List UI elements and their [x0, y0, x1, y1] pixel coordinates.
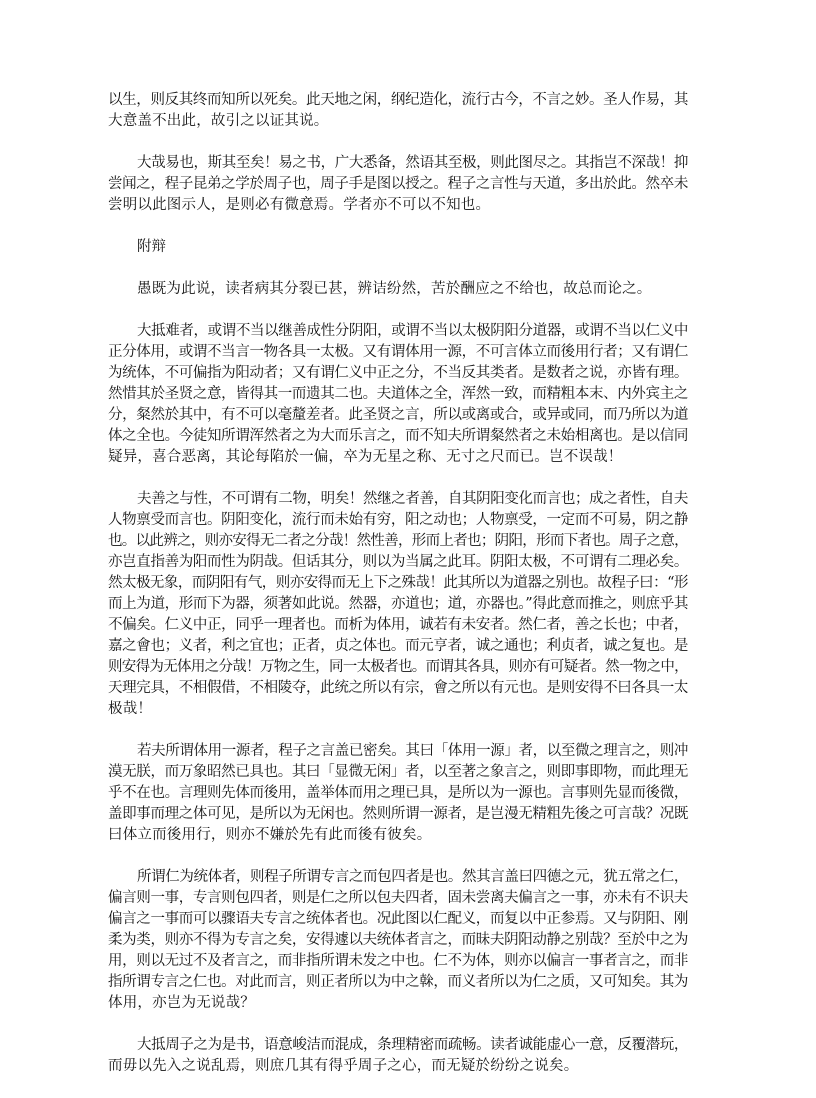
text-line: 分，粲然於其中，有不可以毫釐差者。此圣贤之言，所以或离或合，或异或同，而乃所以为道	[108, 407, 688, 423]
paragraph-p2	[108, 153, 708, 216]
text-line: 然太极无象，而阴阳有气，则亦安得而无上下之殊哉！此其所以为道器之别也。故程子曰：“形	[108, 575, 688, 591]
text-line: 人物禀受而言也。阴阳变化，流行而未始有穷，阳之动也；人物禀受，一定而不可易，阴之静	[108, 512, 688, 528]
text-line: 大意盖不出此，故引之以证其说。	[108, 113, 329, 129]
text-line: 天理完具，不相假借，不相陵夺，此统之所以有宗，會之所以有元也。是则安得不曰各具一太	[108, 680, 688, 696]
text-line: 极哉！	[108, 701, 153, 717]
paragraph-p7	[108, 867, 708, 1014]
paragraph-p5	[108, 489, 708, 720]
text-line: 不偏矣。仁义中正，同乎一理者也。而析为体用，诚若有未安者。然仁者，善之长也；中者，	[108, 617, 688, 633]
text-line: 也。以此辨之，则亦安得无二者之分哉！然性善，形而上者也；阴阳，形而下者也。周子之意，	[108, 533, 688, 549]
text-line: 漠无朕，而万象昭然已具也。其曰「显微无闲」者，以至著之象言之，则即事即物，而此理无	[108, 764, 688, 780]
text-line: 尝明以此图示人，是则必有微意焉。学者亦不可以不知也。	[108, 197, 491, 213]
text-line: 大哉易也，斯其至矣！易之书，广大悉备，然语其至极，则此图尽之。其指岂不深哉！抑	[137, 155, 688, 171]
text-line: 用，则以无过不及者言之，而非指所谓未发之中也。仁不为体，则亦以偏言一事者言之，而非	[108, 953, 688, 969]
text-line: 乎不在也。言理则先体而後用，盖举体而用之理已具，是所以为一源也。言事则先显而後微，	[108, 785, 688, 801]
text-line: 体用，亦岂为无说哉？	[108, 995, 255, 1011]
text-line: 正分体用，或谓不当言一物各具一太极。又有谓体用一源，不可言体立而後用行者；又有谓仁	[108, 344, 688, 360]
text-line: 亦岂直指善为阳而性为阴哉。但话其分，则以为当属之此耳。阴阳太极，不可谓有二理必矣。	[108, 554, 688, 570]
text-line: 所谓仁为统体者，则程子所谓专言之而包四者是也。然其言盖曰四德之元，犹五常之仁，	[137, 869, 688, 885]
text-line: 大抵周子之为是书，语意峻洁而混成，条理精密而疏畅。读者诚能虚心一意，反覆潜玩，	[137, 1037, 688, 1053]
section-heading: 附辩	[137, 239, 166, 255]
text-line: 而毋以先入之说乱焉，则庶几其有得乎周子之心，而无疑於纷纷之说矣。	[108, 1058, 579, 1074]
text-line: 愚既为此说，读者病其分裂已甚，辨诘纷然，苦於酬应之不给也，故总而论之。	[137, 281, 652, 297]
document-body-after-heading	[108, 279, 708, 1077]
paragraph-p6	[108, 741, 708, 846]
text-line: 偏言之一事而可以骤语夫专言之统体者也。况此图以仁配义，而复以中正参焉。又与阴阳、刚	[108, 911, 688, 927]
text-line: 嘉之會也；义者，利之宜也；正者，贞之体也。而元亨者，诚之通也；利贞者，诚之复也。是	[108, 638, 688, 654]
text-line: 为统体，不可偏指为阳动者；又有谓仁义中正之分，不当反其类者。是数者之说，亦皆有理。	[108, 365, 688, 381]
paragraph-p1	[108, 90, 708, 132]
document-body-before-heading	[108, 90, 708, 216]
text-line: 柔为类，则亦不得为专言之矣，安得遽以夫统体者言之，而昧夫阴阳动静之别哉？至於中之为	[108, 932, 688, 948]
text-line: 大抵难者，或谓不当以继善成性分阴阳，或谓不当以太极阴阳分道器，或谓不当以仁义中	[137, 323, 688, 339]
text-line: 盖即事而理之体可见，是所以为无闲也。然则所谓一源者，是岂漫无精粗先後之可言哉？况既	[108, 806, 688, 822]
text-line: 然惜其於圣贤之意，皆得其一而遗其二也。夫道体之全，浑然一致，而精粗本末、内外宾主之	[108, 386, 688, 402]
text-line: 偏言则一事，专言则包四者，则是仁之所以包夫四者，固未尝离夫偏言之一事，亦未有不识夫	[108, 890, 688, 906]
paragraph-p4	[108, 321, 708, 468]
text-line: 以生，则反其终而知所以死矣。此天地之闲，纲纪造化，流行古今，不言之妙。圣人作易，其	[108, 92, 688, 108]
text-line: 疑异，喜合恶离，其论每陷於一偏，卒为无星之称、无寸之尺而已。岂不误哉！	[108, 449, 623, 465]
document-page	[108, 90, 708, 1098]
text-line: 而上为道，形而下为器，须著如此说。然器，亦道也；道，亦器也。”得此意而推之，则庶乎其	[108, 596, 688, 612]
text-line: 夫善之与性，不可谓有二物，明矣！然继之者善，自其阴阳变化而言也；成之者性，自夫	[137, 491, 688, 507]
text-line: 曰体立而後用行，则亦不嫌於先有此而後有彼矣。	[108, 827, 432, 843]
paragraph-p8	[108, 1035, 708, 1077]
text-line: 若夫所谓体用一源者，程子之言盖已密矣。其曰「体用一源」者，以至微之理言之，则冲	[137, 743, 688, 759]
text-line: 则安得为无体用之分哉！万物之生，同一太极者也。而谓其各具，则亦有可疑者。然一物之中，	[108, 659, 688, 675]
text-line: 体之全也。今徒知所谓浑然者之为大而乐言之，而不知夫所谓粲然者之未始相离也。是以信同	[108, 428, 688, 444]
text-line: 指所谓专言之仁也。对此而言，则正者所以为中之榦，而义者所以为仁之质，又可知矣。其为	[108, 974, 688, 990]
paragraph-p3	[108, 279, 708, 300]
text-line: 尝闻之，程子昆弟之学於周子也，周子手是图以授之。程子之言性与天道，多出於此。然卒未	[108, 176, 688, 192]
